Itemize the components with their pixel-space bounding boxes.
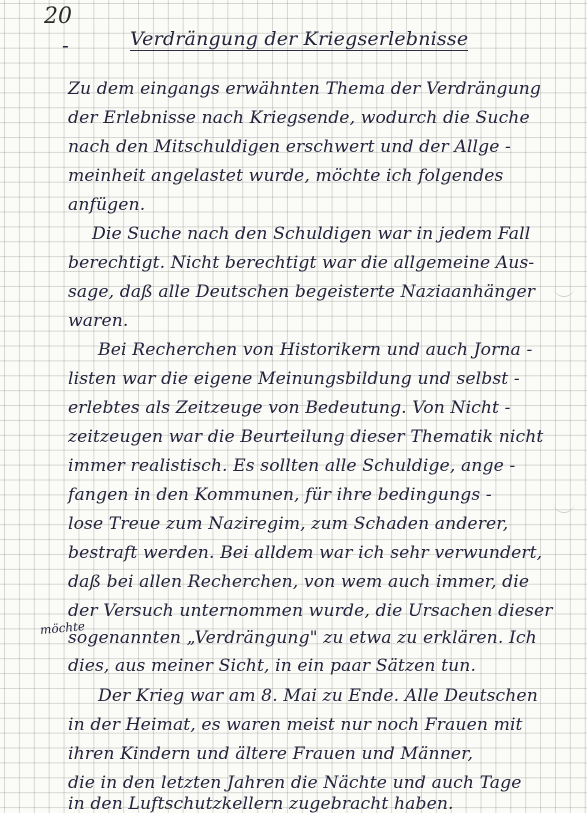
text-line: immer realistisch. Es sollten alle Schuldige, ange - [68,456,516,476]
text-line: Zu dem eingangs erwähnten Thema der Verdrängung [68,79,542,99]
text-line: sogenannten „Verdrängung" zu etwa zu erklären. Ich [68,628,537,648]
text-line: waren. [68,311,129,331]
text-line: der Erlebnisse nach Kriegsende, wodurch die Suche [68,108,530,128]
text-line: listen war die eigene Meinungsbildung und selbst - [68,369,520,389]
text-line: nach den Mitschuldigen erschwert und der Allge - [68,137,511,157]
text-line: daß bei allen Recherchen, von wem auch immer, die [68,572,530,592]
punch-hole-mark [553,500,575,513]
text-line: ihren Kindern und ältere Frauen und Männer, [68,744,474,764]
text-line: fangen in den Kommunen, für ihre bedingungs - [68,485,492,505]
text-line: in der Heimat, es waren meist nur noch Frauen mit [68,715,523,735]
text-line: in den Luftschutzkellern zugebracht haben. [68,794,454,813]
text-line: bestraft werden. Bei alldem war ich sehr verwundert, [68,543,543,563]
text-line: meinheit angelastet wurde, möchte ich folgendes [68,166,504,186]
page-number: 20 [44,4,72,29]
margin-note: möchte [39,619,86,637]
text-line: erlebtes als Zeitzeuge von Bedeutung. Von Nicht - [68,398,511,418]
text-line: Die Suche nach den Schuldigen war in jedem Fall [92,224,531,244]
margin-mark: - [62,33,69,57]
text-line: sage, daß alle Deutschen begeisterte Naziaanhänger [68,282,536,302]
text-line: berechtigt. Nicht berechtigt war die allgemeine Aus- [68,253,535,273]
text-line: Der Krieg war am 8. Mai zu Ende. Alle Deutschen [98,686,538,706]
page-title: Verdrängung der Kriegserlebnisse [130,28,469,50]
punch-hole-mark [553,284,575,297]
text-line: lose Treue zum Naziregim, zum Schaden anderer, [68,514,509,534]
text-line: anfügen. [68,195,146,215]
text-line: die in den letzten Jahren die Nächte und auch Tage [68,773,522,793]
text-line: Bei Recherchen von Historikern und auch Jorna - [98,340,533,360]
text-line: dies, aus meiner Sicht, in ein paar Sätzen tun. [68,656,477,676]
text-line: der Versuch unternommen wurde, die Ursachen dieser [68,601,553,621]
text-line: zeitzeugen war die Beurteilung dieser Thematik nicht [68,427,544,447]
